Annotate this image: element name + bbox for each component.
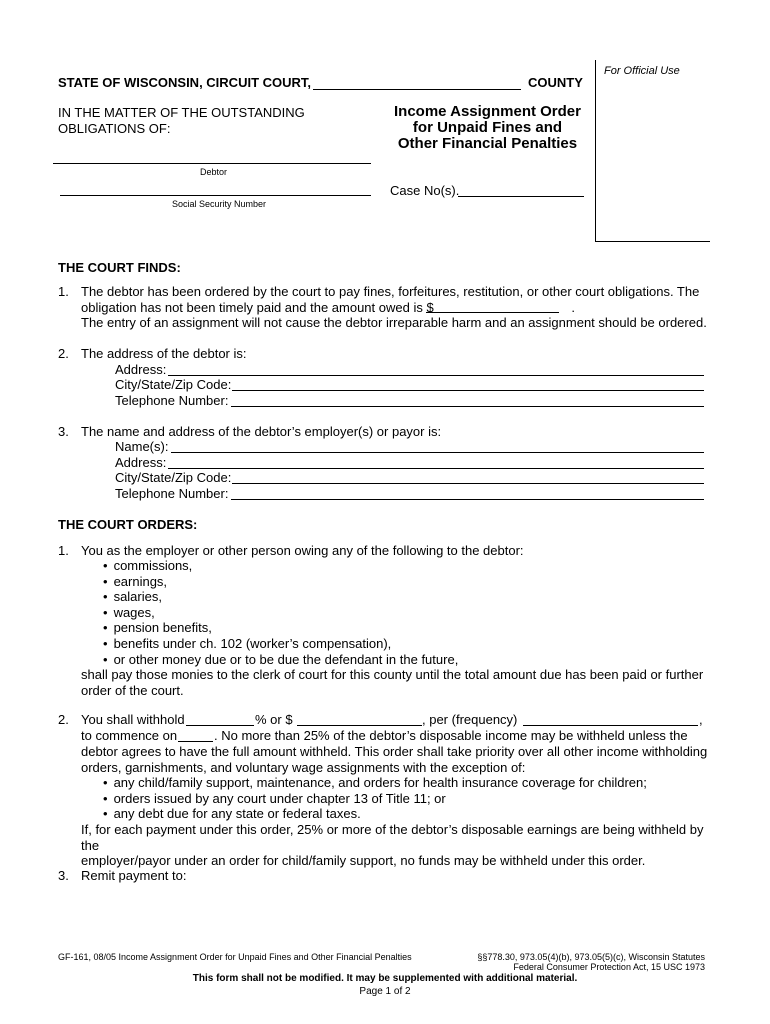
frequency-field[interactable] [523,725,698,726]
orders-item-2-line-6: employer/payor under an order for child/family support, no funds may be withheld under this order. [81,853,646,869]
employer-address-field[interactable] [168,468,704,469]
finds-item-3-number: 3. [58,424,69,439]
ssn-field[interactable] [60,195,371,196]
orders-item-2-conclusion [81,822,721,869]
finds-item-1-period: . [571,299,575,315]
debtor-address-label: Address: [115,362,167,377]
official-use-label: For Official Use [604,65,680,77]
finds-item-1-line-2: obligation has not been timely paid and the amount owed is $ [81,299,434,315]
bullet-other-money: • or other money due or to be due the defendant in the future, [103,652,458,668]
footer-statutes-line: §§778.30, 973.05(4)(b), 973.05(5)(c), Wisconsin Statutes [477,952,705,962]
form-title-line-1: Income Assignment Order [394,103,581,120]
commence-date-field[interactable] [178,741,213,742]
bullet-pension: • pension benefits, [103,620,458,636]
employer-phone-field[interactable] [231,499,704,500]
orders-item-3-number: 3. [58,868,69,883]
employer-name-label: Name(s): [115,439,169,454]
finds-item-1 [81,284,721,331]
orders-item-1-number: 1. [58,543,69,558]
footer-statutes [460,952,705,972]
form-title-line-3: Other Financial Penalties [397,135,578,152]
ssn-label: Social Security Number [172,199,267,209]
debtor-address-intro: The address of the debtor is: [81,346,247,361]
form-title [375,104,600,152]
debtor-name-field[interactable] [53,163,371,164]
bullet-commissions: • commissions, [103,558,458,574]
court-orders-heading: THE COURT ORDERS: [58,517,198,532]
orders-item-2-line-3: debtor agrees to have the full amount withheld. This order shall take priority over all other income withholding [81,744,708,759]
matter-caption [58,105,305,137]
debtor-phone-label: Telephone Number: [115,393,229,408]
bullet-chapter-13: • orders issued by any court under chapter 13 of Title 11; or [103,791,647,807]
finds-item-1-line-3: The entry of an assignment will not cause the debtor irreparable harm and an assignment should be ordered. [81,315,707,331]
court-finds-heading: THE COURT FINDS: [58,260,181,275]
bullet-child-support: • any child/family support, maintenance, and orders for health insurance coverage for children; [103,775,647,791]
page-number: Page 1 of 2 [359,986,411,997]
orders-item-1-bullets [103,558,458,667]
bullet-salaries: • salaries, [103,589,458,605]
bullet-workers-comp: • benefits under ch. 102 (worker’s compensation), [103,636,458,652]
employer-intro: The name and address of the debtor’s employer(s) or payor is: [81,424,442,439]
court-state-label: STATE OF WISCONSIN, CIRCUIT COURT, [58,75,312,90]
orders-item-1-conclusion [81,667,721,698]
orders-item-1-line-a: shall pay those monies to the clerk of court for this county until the total amount due has been paid or further [81,667,704,682]
bullet-wages: • wages, [103,605,458,621]
county-label: COUNTY [528,75,583,90]
orders-item-1-intro: You as the employer or other person owing any of the following to the debtor: [81,543,524,558]
county-field[interactable] [313,89,521,90]
footer-notice: This form shall not be modified. It may be supplemented with additional material. [192,973,578,984]
orders-item-2-number: 2. [58,712,69,727]
matter-line-1: IN THE MATTER OF THE OUTSTANDING [58,105,305,120]
bullet-taxes: • any debt due for any state or federal taxes. [103,806,647,822]
employer-city-label: City/State/Zip Code: [115,470,232,485]
case-no-field[interactable] [458,196,584,197]
remit-payment-label: Remit payment to: [81,868,187,883]
debtor-address-field[interactable] [168,375,704,376]
frequency-comma: , [699,712,703,727]
debtor-city-field[interactable] [232,390,704,391]
footer-federal-line: Federal Consumer Protection Act, 15 USC 1973 [513,962,705,972]
form-title-line-2: for Unpaid Fines and [412,119,563,136]
orders-item-2-line-5: If, for each payment under this order, 25% or more of the debtor’s disposable earnings are being withheld by the [81,822,704,853]
finds-item-1-number: 1. [58,284,69,299]
employer-address-label: Address: [115,455,167,470]
court-header [58,75,311,90]
employer-name-field[interactable] [171,452,704,453]
case-no-label: Case No(s). [390,183,460,198]
debtor-label: Debtor [200,167,228,177]
amount-owed-field[interactable] [426,312,559,313]
percent-or-label: % or $ [255,712,293,727]
orders-item-2-body [81,744,721,775]
bullet-earnings: • earnings, [103,574,458,590]
commence-rest: . No more than 25% of the debtor’s disposable income may be withheld unless the [214,728,688,743]
finds-item-2-number: 2. [58,346,69,361]
footer-form-id: GF-161, 08/05 Income Assignment Order for Unpaid Fines and Other Financial Penalties [58,952,412,962]
withhold-percent-field[interactable] [186,725,254,726]
orders-item-2-line-4: orders, garnishments, and voluntary wage assignments with the exception of: [81,759,526,775]
employer-phone-label: Telephone Number: [115,486,229,501]
per-frequency-label: , per (frequency) [422,712,518,727]
finds-item-1-line-1: The debtor has been ordered by the court to pay fines, forfeitures, restitution, or other court obligations. The [81,284,700,299]
debtor-city-label: City/State/Zip Code: [115,377,232,392]
employer-city-field[interactable] [232,483,704,484]
official-use-bottom-divider [595,241,710,242]
orders-item-1-line-b: order of the court. [81,682,184,698]
exception-bullets [103,775,647,822]
commence-label: to commence on [81,728,178,743]
withhold-label: You shall withhold [81,712,185,727]
matter-line-2: OBLIGATIONS OF: [58,121,171,136]
withhold-amount-field[interactable] [297,725,422,726]
debtor-phone-field[interactable] [231,406,704,407]
